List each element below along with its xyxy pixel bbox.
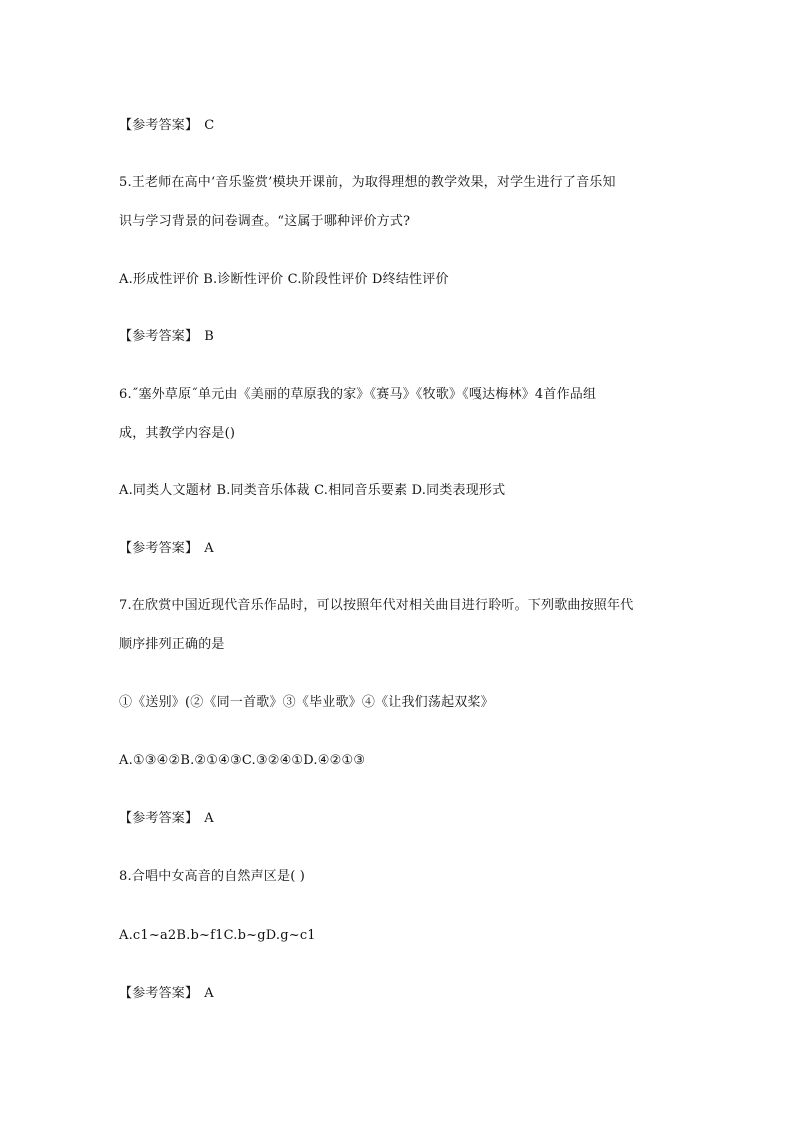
answer-value: A — [204, 811, 214, 826]
answer-line — [119, 117, 214, 135]
question-5-line-1: 5.王老师在高中‘音乐鉴赏’模块开课前，为取得理想的教学效果，对学生进行了音乐知 — [119, 175, 616, 190]
answer-label: 【参考答案】 — [119, 329, 199, 344]
question-8-line-1: 8.合唱中女高音的自然声区是( ) — [119, 869, 306, 884]
answer-line — [119, 328, 214, 346]
answer-value: C — [204, 118, 215, 133]
answer-label: 【参考答案】 — [119, 986, 199, 1001]
question-8-options: A.c1~a2B.b~f1C.b~gD.g~c1 — [119, 928, 316, 943]
question-5-options: A.形成性评价 B.诊断性评价 C.阶段性评价 D终结性评价 — [119, 272, 449, 287]
question-7-song-list: ①《送别》(②《同一首歌》③《毕业歌》④《让我们荡起双桨》 — [119, 695, 494, 710]
answer-label: 【参考答案】 — [119, 811, 199, 826]
answer-label: 【参考答案】 — [119, 541, 199, 556]
question-6-line-1: 6.˝塞外草原˝单元由《美丽的草原我的家》《赛马》《牧歌》《嘎达梅林》4首作品组 — [119, 387, 597, 402]
answer-line — [119, 985, 214, 1003]
answer-value: A — [204, 986, 214, 1001]
answer-label: 【参考答案】 — [119, 118, 199, 133]
answer-line — [119, 540, 214, 558]
question-6-options: A.同类人文题材 B.同类音乐体裁 C.相同音乐要素 D.同类表现形式 — [119, 483, 506, 498]
question-5-line-2: 识与学习背景的问卷调查。“这属于哪种评价方式? — [119, 214, 411, 229]
question-7-options: A.①③④②B.②①④③C.③②④①D.④②①③ — [119, 753, 366, 768]
question-7-line-2: 顺序排列正确的是 — [119, 637, 225, 652]
question-7-line-1: 7.在欣赏中国近现代音乐作品时，可以按照年代对相关曲目进行聆听。下列歌曲按照年代 — [119, 598, 634, 613]
answer-value: A — [204, 541, 214, 556]
answer-line — [119, 810, 214, 828]
answer-value: B — [204, 329, 214, 344]
question-6-line-2: 成，其教学内容是() — [119, 426, 236, 441]
